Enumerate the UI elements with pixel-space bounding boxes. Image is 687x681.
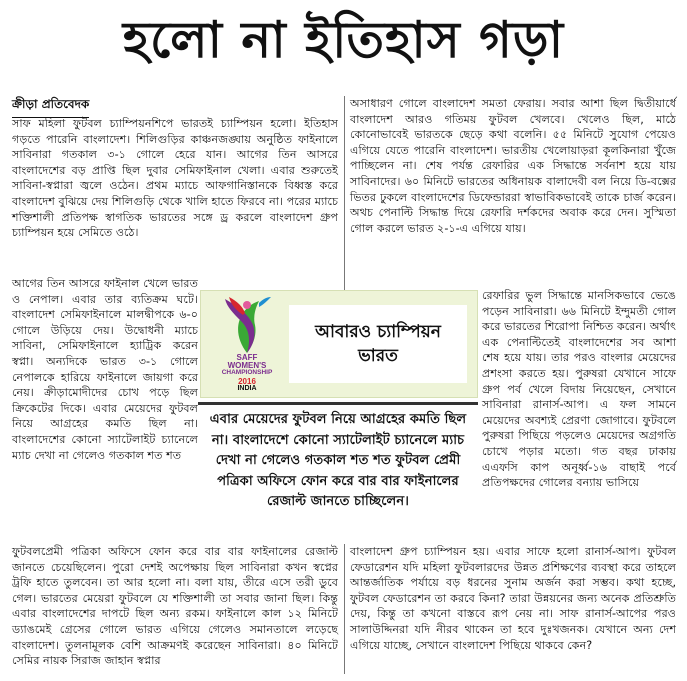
pull-quote	[198, 402, 478, 542]
promo-box	[200, 290, 478, 398]
column-divider	[344, 544, 345, 674]
article-col2-bottom	[350, 544, 676, 653]
article-col1-bottom	[12, 544, 338, 669]
paragraph: আগের তিন আসরে ফাইনাল খেলে ভারত ও নেপাল। এবার তার ব্যতিক্রম ঘটে। বাংলাদেশ সেমিফাইনালে মালদ্বীপকে ৬-০ গোলে উড়িয়ে দেয়। উদ্বোধনী ম্যাচে সাবিনা, সেমিফাইনালে হ্যাট্রিক করেন স্বপ্না। অন্যদিকে ভারত ৩-১ গোলে নেপালকে হারিয়ে ফাইনালে জায়গা করে নেয়। ক্রীড়ামোদীদের চোখ পড়ে ছিল ক্রিকেটের দিকে। এবার মেয়েদের ফুটবল নিয়ে আগ্রহের কমতি ছিল না। বাংলাদেশের কোনো স্যাটেলাইট চ্যানেলে ম্যাচ দেখা না গেলেও গতকাল শত শত	[12, 277, 198, 462]
trophy-figure-icon	[207, 295, 287, 355]
byline: ক্রীড়া প্রতিবেদক	[12, 96, 89, 118]
article-col1-mid	[12, 276, 198, 463]
paragraph: বাংলাদেশ গ্রুপ চ্যাম্পিয়ন হয়। এবার সাফে হলো রানার্স-আপ। ফুটবল ফেডারেশন যদি মহিলা ফুটবলারদের উন্নত প্রশিক্ষণের ব্যবস্থা করে তাহলে আন্তর্জাতিক পর্যায়ে বড় ধরনের সুনাম অর্জন করা সম্ভব। কথা হচ্ছে, ফুটবল ফেডারেশন তা করবে কিনা? তারা উন্নয়নের জন্য অনেক প্রতিশ্রুতি দেয়, কিন্তু তা কখনো বাস্তবে রূপ নেয় না। সাফ রানার্স-আপের পরও সালাউদ্দিনরা যদি নীরব থাকেন তা হবে দুঃখজনক। যেখানে অন্য দেশ এগিয়ে যাচ্ছে, সেখানে বাংলাদেশ পিছিয়ে থাকবে কেন?	[350, 545, 676, 652]
logo-text: WOMEN'S	[227, 361, 267, 370]
headline: হলো না ইতিহাস গড়া	[122, 10, 565, 69]
saff-logo	[207, 295, 287, 393]
article-col2-top	[350, 96, 676, 236]
promo-heading	[289, 305, 467, 383]
promo-line-1: আবারও চ্যাম্পিয়ন	[315, 322, 441, 342]
paragraph: ফুটবলপ্রেমী পত্রিকা অফিসে ফোন করে বার বার ফাইনালের রেজাল্ট জানতে চেয়েছিলেন। পুরো দেশই অপেক্ষায় ছিল সাবিনারা কখন স্বপ্নের ট্রফি হাতে তুলবেন। তা আর হলো না। বলা যায়, তীরে এসে তরী ডুবে গেল। ভারতের মেয়েরা ফুটবলে যে শক্তিশালী তা সবার জানা ছিল। কিন্তু এবার বাংলাদেশের দাপটে ছিল অন্য রকম। ফাইনালে কাল ১২ মিনিটে ড্যাঙমেই গ্রেসের গোলে ভারত এগিয়ে গেলেও সমানতালে লড়েছে বাংলাদেশ। তুলনামূলক বেশি আক্রমণই করেছেন সাবিনারা। ৪০ মিনিটে সেমির নায়ক সিরাজ জাহান স্বপ্নার	[12, 545, 338, 668]
logo-text: INDIA	[237, 385, 257, 392]
paragraph: অসাধারণ গোলে বাংলাদেশ সমতা ফেরায়। সবার আশা ছিল দ্বিতীয়ার্ধে বাংলাদেশ আরও গতিময় ফুটবল খেলবে। খেলেও ছিল, মাঠে কোনোভাবেই ভারতকে ছেড়ে কথা বলেনি। ৫৫ মিনিটে সুযোগ পেয়েও এগিয়ে যেতে পারেনি বাংলাদেশ। ভারতীয় খেলোয়াড়রা কূলকিনারা খুঁজে পাচ্ছিলেন না। শেষ পর্যন্ত রেফারির এক সিদ্ধান্তে সর্বনাশ হয়ে যায় সাবিনাদের। ৬০ মিনিটে ভারতের অধিনায়ক বালাদেবী বল নিয়ে ডি-বক্সের ভিতর ঢুকলে বাংলাদেশের ডিফেন্ডাররা স্বাভাবিকভাবেই তাকে চার্জ করেন। অথচ পেনাল্টি সিদ্ধান্ত দিয়ে রেফারি দর্শকদের অবাক করে দেন। সুস্মিতা গোল করলে ভারত ২-১-এ এগিয়ে যায়।	[350, 97, 676, 235]
logo-text: CHAMPIONSHIP	[221, 369, 273, 376]
article-col2-mid	[482, 288, 676, 491]
column-divider	[344, 96, 345, 290]
pull-quote-rule	[198, 402, 478, 405]
logo-text: 2016	[238, 377, 256, 386]
paragraph: সাফ মহিলা ফুটবল চ্যাম্পিয়নশিপে ভারতই চ্যাম্পিয়ন হলো। ইতিহাস গড়তে পারেনি বাংলাদেশ। শিলিগুড়ির কাঞ্চনজঙ্ঘায় অনুষ্ঠিত ফাইনালে সাবিনারা গতকাল ৩-১ গোলে হেরে যান। আগের তিন আসরে বাংলাদেশের বড় প্রাপ্তি ছিল দুবার সেমিফাইনাল খেলা। এবার শুরুতেই সাবিনা-স্বপ্নারা জ্বলে ওঠেন। প্রথম ম্যাচে আফগানিস্তানকে বিধ্বস্ত করে বাংলাদেশ বুঝিয়ে দেয় শিলিগুড়ি থেকে খালি হাতে ফিরবে না। পরের ম্যাচে শক্তিশালী প্রতিপক্ষ স্বাগতিক ভারতের সঙ্গে ড্র করলে বাংলাদেশ গ্রুপ চ্যাম্পিয়ন হয়ে সেমিতে ওঠে।	[12, 117, 338, 240]
promo-line-2: ভারত	[358, 346, 398, 366]
paragraph: রেফারির ভুল সিদ্ধান্তে মানসিকভাবে ভেঙে পড়েন সাবিনারা। ৬৬ মিনিটে ইন্দুমতী গোল করে ভারতের শিরোপা নিশ্চিত করেন। অর্থাৎ এক পেনাল্টিতেই বাংলাদেশের সব আশা শেষ হয়ে যায়। তার পরও বাংলার মেয়েদের প্রশংসা করতে হয়। পুরুষরা যেখানে সাফে গ্রুপ পর্ব খেলে বিদায় নিয়েছেন, সেখানে সাবিনারা রানার্স-আপ। এ ফল সামনে মেয়েদের অবশ্যই প্রেরণা জোগাবে। ফুটবলে পুরুষরা পিছিয়ে পড়লেও মেয়েদের অগ্রগতি চোখে পড়ার মতো। গত বছর ঢাকায় এএফসি কাপ অনূর্ধ্ব-১৬ বাছাই পর্বে প্রতিপক্ষদের গোলের বন্যায় ভাসিয়ে	[482, 289, 676, 490]
article-col1-top	[12, 116, 338, 241]
pull-quote-text: এবার মেয়েদের ফুটবল নিয়ে আগ্রহের কমতি ছিল না। বাংলাদেশে কোনো স্যাটেলাইট চ্যানেলে ম্যাচ দেখা না গেলেও গতকাল শত শত ফুটবল প্রেমী পত্রিকা অফিসে ফোন করে বার বার ফাইনালের রেজাল্ট জানতে চাচ্ছিলেন।	[209, 412, 467, 509]
logo-text: SAFF	[236, 353, 258, 362]
